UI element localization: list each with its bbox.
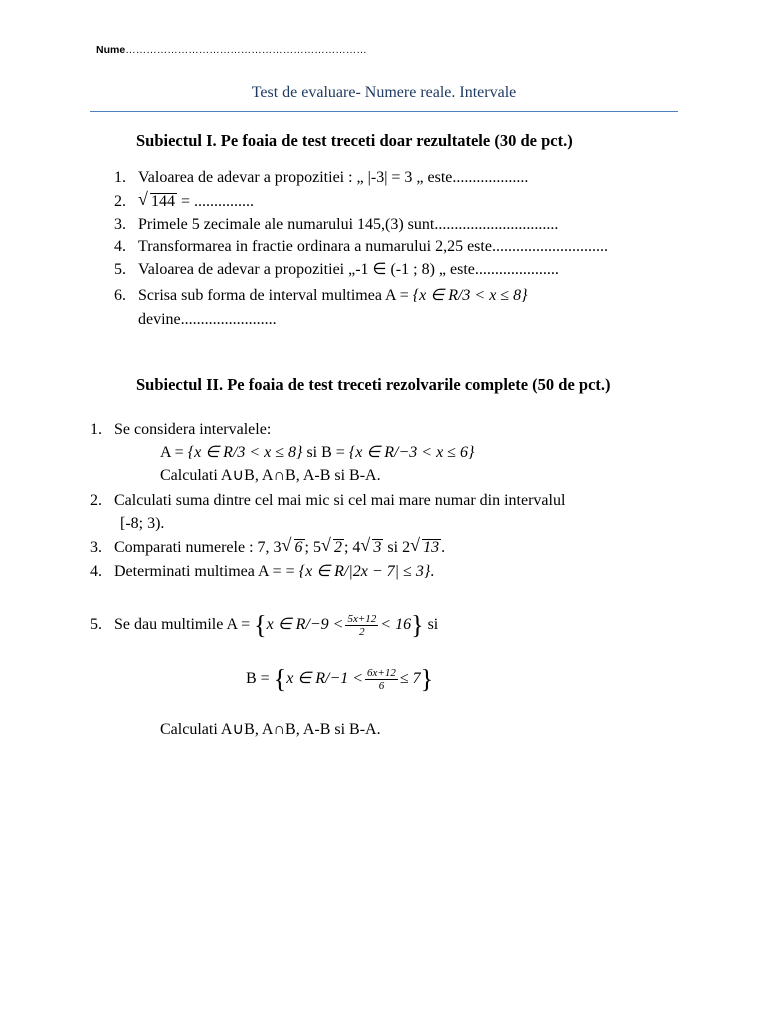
left-brace-icon: { — [254, 610, 267, 640]
item-number: 2. — [114, 193, 126, 210]
s1-item-3 — [114, 215, 558, 235]
set-a-left: x ∈ R/−9 < — [266, 616, 344, 634]
s2-item-2 — [90, 491, 565, 511]
s1-item-1 — [114, 168, 528, 188]
set-a-right: < 16 — [380, 616, 412, 634]
set-a: {x ∈ R/3 < x ≤ 8} — [187, 444, 303, 461]
item-number: 4. — [90, 563, 102, 580]
s1-item-5 — [114, 260, 559, 280]
item-number: 5. — [90, 616, 102, 634]
s2-item-4 — [90, 562, 434, 582]
set-notation: {x ∈ R/3 < x ≤ 8} — [412, 287, 528, 304]
sqrt-6 — [281, 535, 305, 558]
item-dots: ..................... — [474, 261, 559, 278]
fraction-b — [365, 667, 398, 692]
s1-item-2 — [114, 189, 255, 212]
s2-item-5 — [90, 610, 439, 640]
title-divider — [90, 111, 678, 112]
denominator: 6 — [378, 680, 385, 692]
item-text: Se considera intervalele: — [114, 421, 272, 438]
item-number: 1. — [90, 421, 102, 438]
name-dots: …………………………………………………………… — [125, 44, 367, 56]
radical-icon: √ — [320, 535, 331, 555]
separator: si 2 — [383, 539, 411, 556]
radical-icon: √ — [360, 535, 371, 555]
fraction-a — [345, 613, 378, 638]
item-text: Comparati numerele : 7, 3 — [114, 539, 282, 556]
s1-item-6 — [114, 286, 527, 306]
s2-item-5-set-b — [246, 664, 434, 694]
radicand: 6 — [294, 539, 303, 556]
set-a-label: A = — [160, 444, 188, 461]
set-b-label: B = — [246, 670, 274, 688]
s1-item-6-continuation: devine........................ — [138, 311, 277, 328]
item-text: Valoarea de adevar a propozitiei „-1 ∈ (-1 ; 8) „ este — [138, 261, 475, 278]
s2-item-2-continuation: [-8; 3). — [120, 515, 165, 532]
item-text: Valoarea de adevar a propozitiei : „ |-3| = 3 „ este — [138, 169, 453, 186]
radicand: 13 — [423, 539, 440, 556]
connector-si: si — [302, 444, 322, 461]
right-brace-icon: } — [411, 610, 424, 640]
s2-item-5-task: Calculati A∪B, A∩B, A-B si B-A. — [160, 721, 381, 738]
radical-icon: √ — [410, 535, 420, 555]
numerator: 5x+12 — [347, 613, 377, 625]
item-number: 1. — [114, 169, 126, 186]
set-b: {x ∈ R/−3 < x ≤ 6} — [348, 444, 475, 461]
separator: ; 4 — [343, 539, 361, 556]
sqrt-13 — [410, 535, 441, 558]
set-notation: {x ∈ R/|2x − 7| ≤ 3} — [298, 563, 431, 580]
item-number: 2. — [90, 492, 102, 509]
set-b-label: B = — [321, 444, 349, 461]
item-text: Se dau multimile A = — [114, 616, 255, 634]
item-number: 5. — [114, 261, 126, 278]
sqrt-3 — [360, 535, 383, 558]
item-text: Scrisa sub forma de interval multimea A = — [138, 287, 413, 304]
subiect-1-heading: Subiectul I. Pe foaia de test treceti doar rezultatele (30 de pct.) — [136, 131, 573, 150]
item-dots: ............................... — [434, 216, 559, 233]
separator: ; 5 — [304, 539, 321, 556]
item-dots: ................... — [452, 169, 529, 186]
item-dots: = ............... — [177, 193, 255, 210]
item-text: Calculati suma dintre cel mai mic si cel mai mare numar din intervalul — [114, 492, 566, 509]
s1-item-4 — [114, 237, 608, 257]
radical-icon: √ — [281, 535, 292, 555]
item-text: Determinati multimea A = = — [114, 563, 299, 580]
radicand: 3 — [373, 539, 382, 556]
end-period: . — [430, 563, 435, 580]
s2-item-1 — [90, 420, 271, 440]
item-text: Transformarea in fractie ordinara a numarului 2,25 este — [138, 238, 492, 255]
item-number: 4. — [114, 238, 126, 255]
name-label: Nume — [96, 44, 126, 56]
right-brace-icon: } — [420, 664, 434, 694]
s2-item-1-sets — [160, 443, 474, 463]
set-b-left: x ∈ R/−1 < — [286, 670, 364, 688]
left-brace-icon: { — [273, 664, 287, 694]
item-number: 3. — [114, 216, 126, 233]
page-title: Test de evaluare- Numere reale. Intervale — [251, 84, 517, 101]
end-period: . — [441, 539, 446, 556]
denominator: 2 — [359, 626, 365, 638]
name-line — [96, 44, 367, 56]
connector-si: si — [423, 616, 439, 634]
s2-item-3 — [90, 535, 446, 558]
sqrt-2 — [320, 535, 344, 558]
radicand: 144 — [151, 193, 175, 210]
radical-icon: √ — [138, 189, 148, 209]
item-text: Primele 5 zecimale ale numarului 145,(3) sunt — [138, 216, 435, 233]
item-number: 6. — [114, 287, 126, 304]
item-dots: ............................. — [491, 238, 608, 255]
radicand: 2 — [333, 539, 342, 556]
s2-item-1-task: Calculati A∪B, A∩B, A-B si B-A. — [160, 467, 381, 484]
numerator: 6x+12 — [367, 667, 396, 679]
set-b-right: ≤ 7 — [399, 670, 421, 688]
subiect-2-heading: Subiectul II. Pe foaia de test treceti rezolvarile complete (50 de pct.) — [136, 375, 611, 394]
sqrt-expression — [138, 189, 177, 212]
item-number: 3. — [90, 539, 102, 556]
